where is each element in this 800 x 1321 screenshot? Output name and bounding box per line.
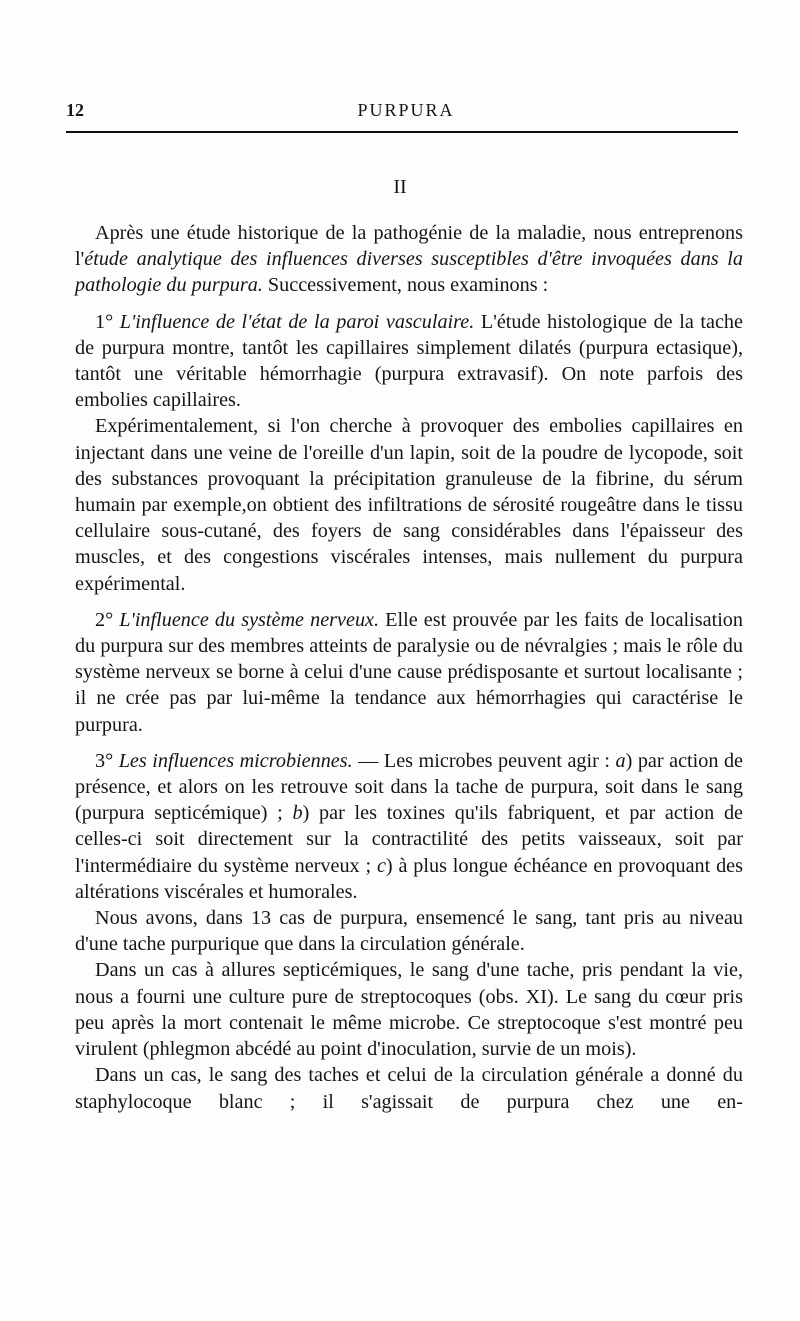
- paragraph-microbial-text-1: — Les microbes peuvent agir :: [352, 749, 616, 772]
- paragraph-vascular-wall: [75, 309, 743, 414]
- paragraph-staphylococcus: Dans un cas, le sang des taches et celui de la circulation générale a donné du staphylocoque blanc ; il s'agissait de purpura chez une en-: [75, 1064, 743, 1113]
- item-number-1: 1°: [95, 310, 120, 333]
- paragraph-microbial-text-2: ) par action de présence, et alors on les retrouve soit dans la tache de purpura, soit dans le sang (purpura septicémique) ;: [75, 749, 744, 825]
- paragraph-microbial: [75, 748, 743, 905]
- item-heading-nervous-system: L'influence du système nerveux.: [119, 608, 380, 631]
- letter-a: a: [615, 749, 626, 772]
- paragraph-microbial-text-4: ) à plus longue échéance en provoquant des altérations viscérales et humorales.: [75, 854, 743, 903]
- item-heading-microbial: Les influences microbiennes.: [118, 749, 353, 772]
- paragraph-intro-text: Après une étude historique de la pathogénie de la maladie, nous entreprenons l': [75, 222, 743, 271]
- paragraph-experimental: Expérimentalement, si l'on cherche à provoquer des embolies capillaires en injectant dans une veine de l'oreille d'un lapin, soit de la poudre de lycopode, soit des substances provoquant la précipitation granuleuse de la fibrine, du sérum humain par exemple,on obtient des infiltrations de sérosité rougeâtre dans le tissu cellulaire sous-cutané, des foyers de sang considérables dans l'épaisseur des muscles, et des congestions viscérales intenses, mais nullement du purpura expérimental.: [75, 415, 743, 595]
- header-rule: [66, 131, 738, 133]
- item-heading-vascular-wall: L'influence de l'état de la paroi vasculaire.: [119, 310, 475, 333]
- paragraph-nervous-system-text: Elle est prouvée par les faits de localisation du purpura sur des membres atteints de paralysie ou de névralgies ; mais le rôle du système nerveux se borne à celui d'une cause prédisposante et surtout localisante ; il ne crée pas par lui-même la tendance aux hémorrhagies qui caractérise le purpura.: [75, 608, 743, 736]
- item-number-3: 3°: [95, 749, 119, 772]
- paragraph-intro-italic: étude analytique des influences diverses susceptibles d'être invoquées dans la pathologie du purpura.: [75, 248, 743, 297]
- letter-c: c: [376, 854, 386, 877]
- paragraph-intro: [75, 220, 743, 299]
- running-title: PURPURA: [357, 100, 455, 120]
- paragraph-streptococcus: Dans un cas à allures septicémiques, le sang d'une tache, pris pendant la vie, nous a fourni une culture pure de streptocoques (obs. XI). Le sang du cœur pris peu après la mort contenait le même microbe. Ce streptocoque s'est montré peu virulent (phlegmon abcédé au point d'inoculation, survie de un mois).: [75, 959, 743, 1061]
- letter-b: b: [292, 802, 303, 825]
- paragraph-intro-text-end: Successivement, nous examinons :: [262, 274, 549, 297]
- section-numeral: II: [393, 176, 407, 198]
- body-text: [75, 220, 743, 1115]
- paragraph-microbial-text-3: ) par les toxines qu'ils fabriquent, et par action de celles-ci soit directement sur la contractilité des petits vaisseaux, soit par l'intermédiaire du système nerveux ;: [75, 802, 743, 877]
- running-header: [66, 100, 746, 122]
- paragraph-cultures: Nous avons, dans 13 cas de purpura, ensemencé le sang, tant pris au niveau d'une tache purpurique que dans la circulation générale.: [75, 907, 743, 956]
- page-number: 12: [66, 100, 84, 120]
- paragraph-nervous-system: [75, 607, 743, 738]
- paragraph-vascular-wall-text: L'étude histologique de la tache de purpura montre, tantôt les capillaires simplement dilatés (purpura ectasique), tantôt une véritable hémorrhagie (purpura extravasif). On note parfois des embolies capillaires.: [75, 310, 743, 412]
- item-number-2: 2°: [95, 608, 120, 631]
